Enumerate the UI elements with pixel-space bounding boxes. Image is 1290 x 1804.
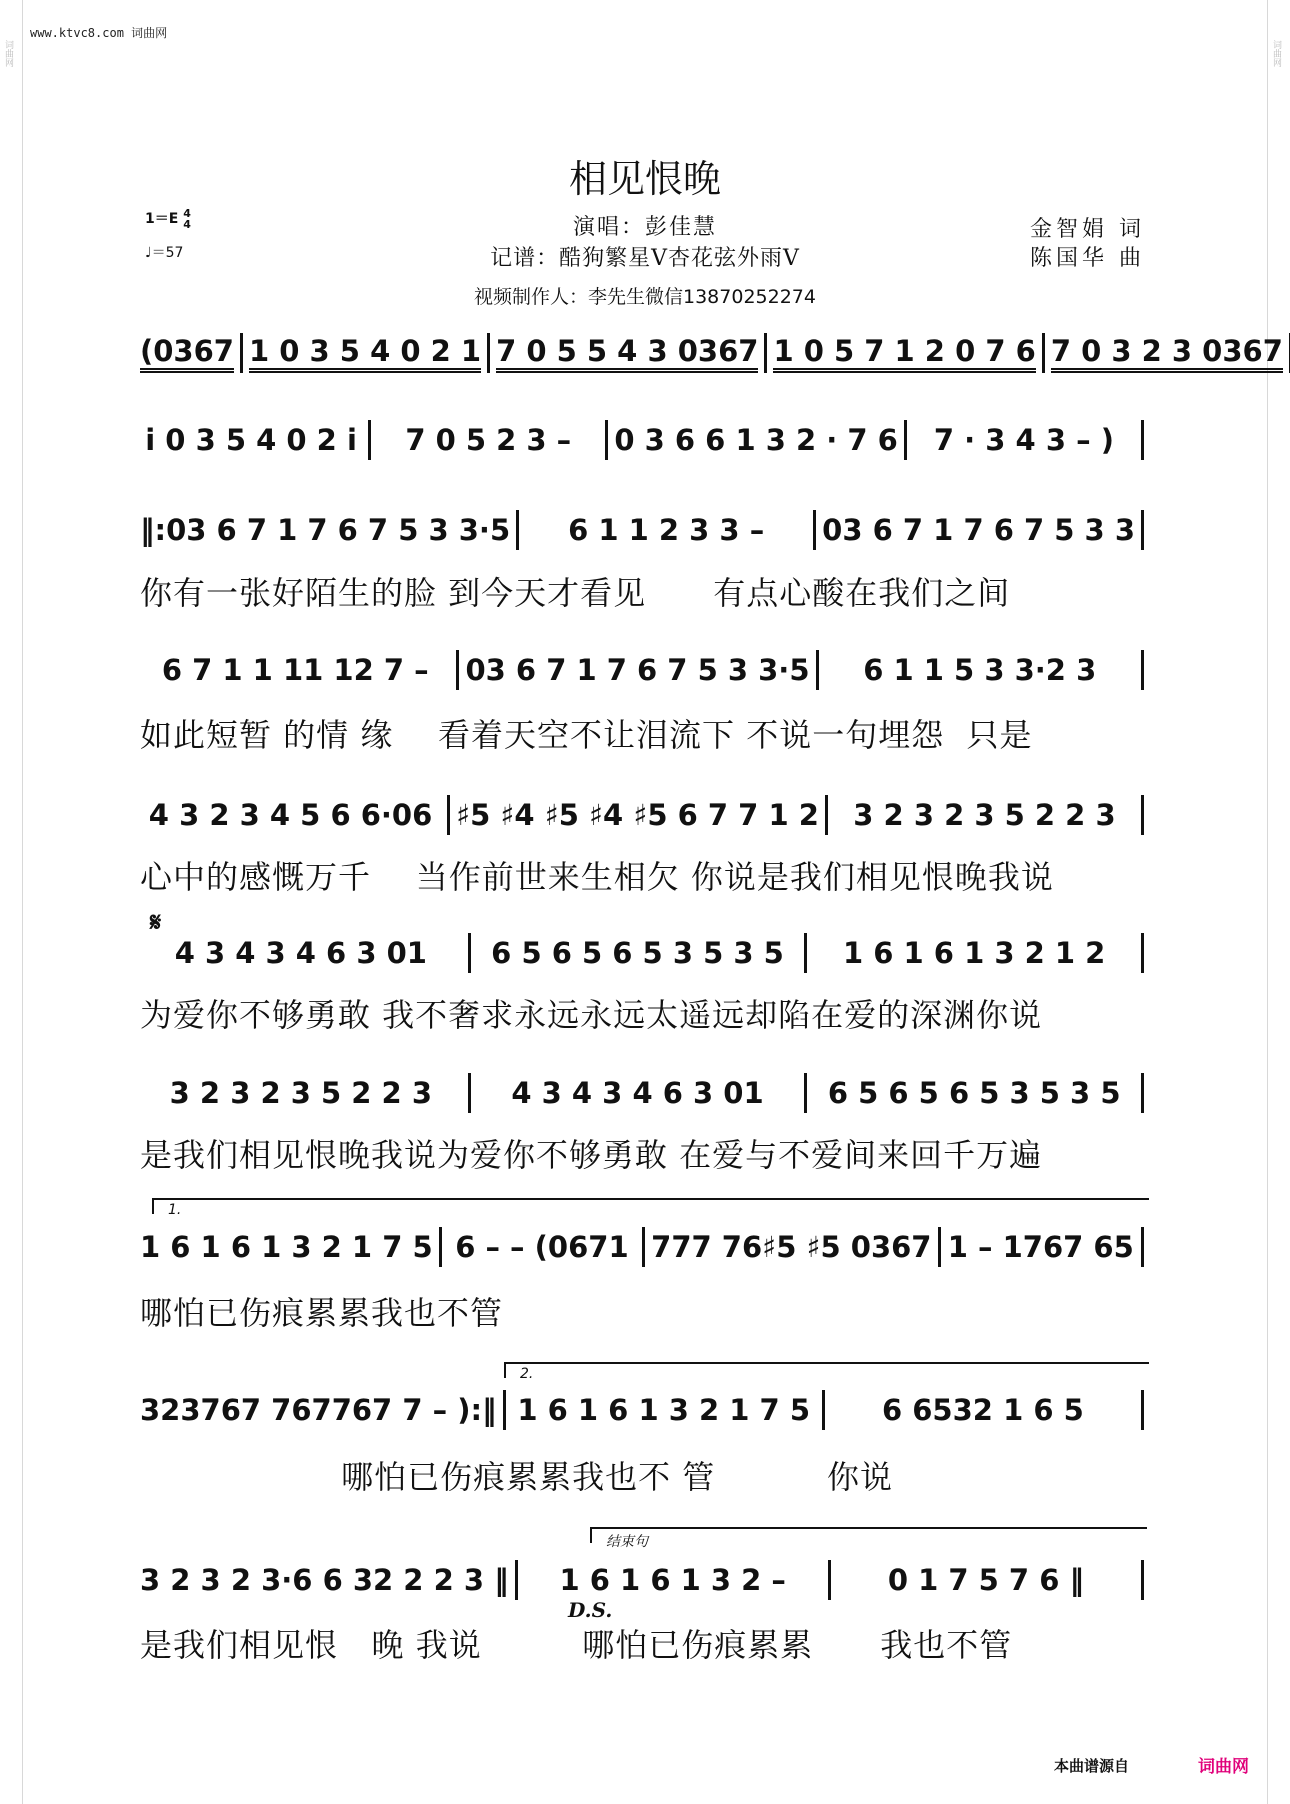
score-row-1 <box>140 328 1283 378</box>
measure: 03 6 7 1 7 6 7 5 3 3·5 <box>465 653 810 687</box>
footer-text: 本曲谱源自 <box>1054 1757 1130 1775</box>
measure: 7 0 5 2 3 – <box>405 423 572 457</box>
measure: 1 0 5 7 1 2 0 7 6 <box>773 334 1035 373</box>
measure: 0 1 7 5 7 6 ‖ <box>887 1563 1084 1597</box>
measure: 1 0 3 5 4 0 2 1 <box>249 334 481 373</box>
measure: 777 76♯5 ♯5 0367 <box>651 1230 932 1264</box>
score-row-3 <box>140 505 1150 555</box>
composer-credit: 陈国华 曲 <box>1030 246 1145 271</box>
score-row-2 <box>140 415 1150 465</box>
measure: 1 6 1 6 1 3 2 1 7 5 <box>140 1230 433 1264</box>
measure: 6 5 6 5 6 5 3 5 3 5 <box>827 1076 1121 1110</box>
source-url: www.ktvc8.com 词曲网 <box>30 26 168 40</box>
tempo-mark: ♩＝57 <box>145 245 184 261</box>
measure: 323767 767767 7 – ):‖ <box>140 1393 497 1427</box>
volta-bracket-1 <box>152 1198 1149 1218</box>
score-row-6 <box>140 928 1150 978</box>
volta-1-label: 1. <box>168 1202 182 1218</box>
transcriber-credit: 记谱：酷狗繁星V杏花弦外雨V <box>490 246 800 271</box>
time-den: 4 <box>183 218 191 231</box>
score-row-7 <box>140 1068 1150 1118</box>
measure: 6 5 6 5 6 5 3 5 3 5 <box>491 936 784 970</box>
measure: 0 3 6 6 1 3 2 · 7 6 <box>614 423 898 457</box>
measure: 7 · 3 4 3 – ) <box>933 423 1114 457</box>
measure: 3 2 3 2 3·6 6 32 2 2 3 ‖ <box>140 1563 509 1597</box>
lyric-line-6: 哪怕已伤痕累累我也不管 <box>140 1294 504 1332</box>
video-credit: 视频制作人：李先生微信13870252274 <box>474 286 816 308</box>
lyric-line-5: 是我们相见恨晚我说为爱你不够勇敢 在爱与不爱间来回千万遍 <box>140 1136 1043 1174</box>
measure: ♯5 ♯4 ♯5 ♯4 ♯5 6 7 7 1 2 <box>456 798 819 832</box>
measure: ‖:03 6 7 1 7 6 7 5 3 3·5 <box>140 513 511 547</box>
measure: 6 7 1 1 11 12 7 – <box>161 653 429 687</box>
measure: 6 1 1 5 3 3·2 3 <box>863 653 1097 687</box>
singer-credit: 演唱：彭佳慧 <box>572 215 717 240</box>
lyric-line-4: 为爱你不够勇敢 我不奢求永远永远太遥远却陷在爱的深渊你说 <box>140 996 1043 1034</box>
measure: 1 – 1767 65 <box>947 1230 1134 1264</box>
song-title: 相见恨晚 <box>568 157 721 201</box>
score-row-9 <box>140 1385 1150 1435</box>
measure: 4 3 2 3 4 5 6 6·06 <box>148 798 433 832</box>
lyricist-credit: 金智娟 词 <box>1030 217 1145 242</box>
volta-bracket-2 <box>504 1362 1149 1382</box>
score-row-10 <box>140 1555 1150 1605</box>
lyric-line-3: 心中的感慨万千 当作前世来生相欠 你说是我们相见恨晚我说 <box>140 858 1054 896</box>
score-row-5 <box>140 790 1150 840</box>
measure: 4 3 4 3 4 6 3 01 <box>174 936 427 970</box>
measure: 4 3 4 3 4 6 3 01 <box>511 1076 764 1110</box>
lyric-line-2: 如此短暂 的情 缘 看着天空不让泪流下 不说一句埋怨 只是 <box>140 716 1033 754</box>
footer-brand-logo[interactable]: 词曲网 <box>1198 1757 1249 1777</box>
segno-sign: 𝄋 <box>150 908 162 938</box>
measure: 03 6 7 1 7 6 7 5 3 3 <box>822 513 1135 547</box>
measure: 7 0 5 5 4 3 0367 <box>496 334 758 373</box>
ending-label: 结束句 <box>606 1534 648 1550</box>
measure: 7 0 3 2 3 0367 <box>1051 334 1283 373</box>
measure: 1 6 1 6 1 3 2 1 7 5 <box>517 1393 810 1427</box>
dal-segno-mark: D.S. <box>568 1598 613 1622</box>
lyric-line-1: 你有一张好陌生的脸 到今天才看见 有点心酸在我们之间 <box>140 574 1011 612</box>
measure: 3 2 3 2 3 5 2 2 3 <box>169 1076 433 1110</box>
measure: (0367 <box>140 334 234 373</box>
measure: 6 – – (0671 <box>455 1230 629 1264</box>
lyric-line-7: 哪怕已伤痕累累我也不 管 你说 <box>140 1458 893 1496</box>
measure: 6 6532 1 6 5 <box>881 1393 1084 1427</box>
key-prefix: 1＝E <box>145 211 179 227</box>
volta-2-label: 2. <box>520 1366 534 1382</box>
measure: 1 6 1 6 1 3 2 – <box>559 1563 786 1597</box>
measure: 6 1 1 2 3 3 – <box>568 513 765 547</box>
left-watermark: 词曲网 <box>3 40 13 67</box>
ending-bracket <box>590 1527 1147 1550</box>
measure: 3 2 3 2 3 5 2 2 3 <box>853 798 1116 832</box>
score-row-8 <box>140 1222 1150 1272</box>
measure: 1 6 1 6 1 3 2 1 2 <box>842 936 1106 970</box>
measure: i 0 3 5 4 0 2 i <box>145 423 357 457</box>
lyric-line-8: 是我们相见恨 晚 我说 哪怕已伤痕累累 我也不管 <box>140 1626 1013 1664</box>
right-watermark: 词曲网 <box>1271 40 1281 67</box>
score-row-4 <box>140 645 1150 695</box>
time-num: 4 <box>183 207 191 220</box>
